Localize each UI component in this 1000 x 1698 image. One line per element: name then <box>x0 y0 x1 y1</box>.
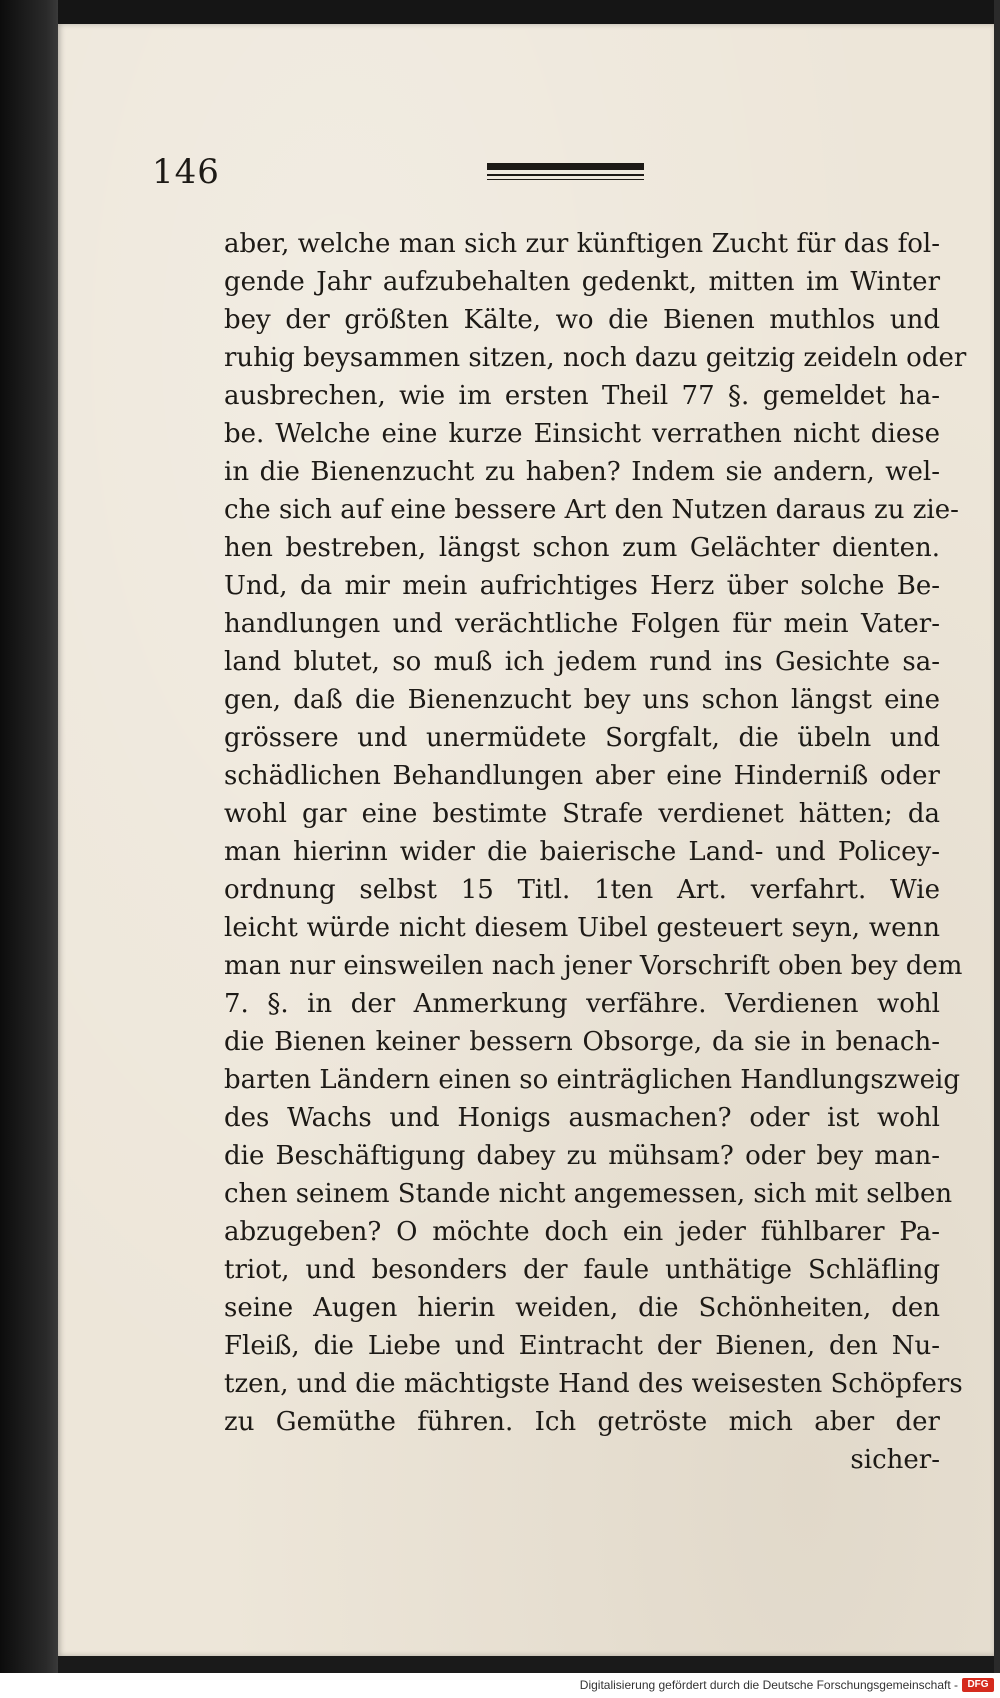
text-line: ordnung selbst 15 Titl. 1ten Art. verfahrt. Wie <box>224 875 940 905</box>
funding-credit: Digitalisierung gefördert durch die Deutsche Forschungsgemeinschaft - <box>579 1678 958 1692</box>
text-line: leicht würde nicht diesem Uibel gesteuert seyn, wenn <box>224 913 940 943</box>
text-line: bey der größten Kälte, wo die Bienen muthlos und <box>224 305 940 335</box>
rule-thick <box>487 163 644 170</box>
text-line: Und, da mir mein aufrichtiges Herz über solche Be- <box>224 571 940 601</box>
text-line: land blutet, so muß ich jedem rund ins Gesichte sa- <box>224 647 940 677</box>
text-line: man hierinn wider die baierische Land- und Policey- <box>224 837 940 867</box>
text-line: wohl gar eine bestimte Strafe verdienet hätten; da <box>224 799 940 829</box>
header-rule-ornament <box>487 163 644 183</box>
text-line: hen bestreben, längst schon zum Gelächter dienten. <box>224 533 940 563</box>
scan-frame-top <box>0 0 1000 24</box>
body-text <box>224 225 967 1479</box>
text-line: 7. §. in der Anmerkung verfähre. Verdienen wohl <box>224 989 940 1019</box>
text-line: tzen, und die mächtigste Hand des weisesten Schöpfers <box>224 1369 963 1399</box>
text-line: ausbrechen, wie im ersten Theil 77 §. gemeldet ha- <box>224 381 940 411</box>
text-line: schädlichen Behandlungen aber eine Hinderniß oder <box>224 761 940 791</box>
text-line: be. Welche eine kurze Einsicht verrathen nicht diese <box>224 419 940 449</box>
text-line: aber, welche man sich zur künftigen Zucht für das fol- <box>224 229 940 259</box>
text-line: ruhig beysammen sitzen, noch dazu geitzig zeideln oder <box>224 343 967 373</box>
text-line: gende Jahr aufzubehalten gedenkt, mitten im Winter <box>224 267 940 297</box>
text-line: grössere und unermüdete Sorgfalt, die übeln und <box>224 723 940 753</box>
text-line: die Bienen keiner bessern Obsorge, da sie in benach- <box>224 1027 940 1057</box>
rule-hairline <box>487 179 644 180</box>
text-line: che sich auf eine bessere Art den Nutzen daraus zu zie- <box>224 495 959 525</box>
text-line: triot, und besonders der faule unthätige Schläfling <box>224 1255 940 1285</box>
footer-bar <box>0 1673 1000 1698</box>
scan-frame-left <box>0 0 58 1698</box>
text-line: seine Augen hierin weiden, die Schönheiten, den <box>224 1293 940 1323</box>
text-line: gen, daß die Bienenzucht bey uns schon längst eine <box>224 685 940 715</box>
text-line: zu Gemüthe führen. Ich getröste mich aber der <box>224 1407 940 1437</box>
text-line: man nur einsweilen nach jener Vorschrift oben bey dem <box>224 951 963 981</box>
text-line: abzugeben? O möchte doch ein jeder fühlbarer Pa- <box>224 1217 940 1247</box>
text-line: die Beschäftigung dabey zu mühsam? oder bey man- <box>224 1141 940 1171</box>
text-line: in die Bienenzucht zu haben? Indem sie andern, wel- <box>224 457 940 487</box>
catchword: sicher- <box>850 1445 940 1475</box>
text-line: chen seinem Stande nicht angemessen, sich mit selben <box>224 1179 953 1209</box>
text-line: Fleiß, die Liebe und Eintracht der Bienen, den Nu- <box>224 1331 940 1361</box>
dfg-logo: DFG <box>962 1678 994 1692</box>
rule-thin <box>487 174 644 176</box>
scan-frame-right <box>994 0 1000 1698</box>
page-number: 146 <box>152 152 220 192</box>
text-line: des Wachs und Honigs ausmachen? oder ist wohl <box>224 1103 940 1133</box>
text-line: barten Ländern einen so einträglichen Handlungszweig <box>224 1065 960 1095</box>
text-line: handlungen und verächtliche Folgen für mein Vater- <box>224 609 940 639</box>
